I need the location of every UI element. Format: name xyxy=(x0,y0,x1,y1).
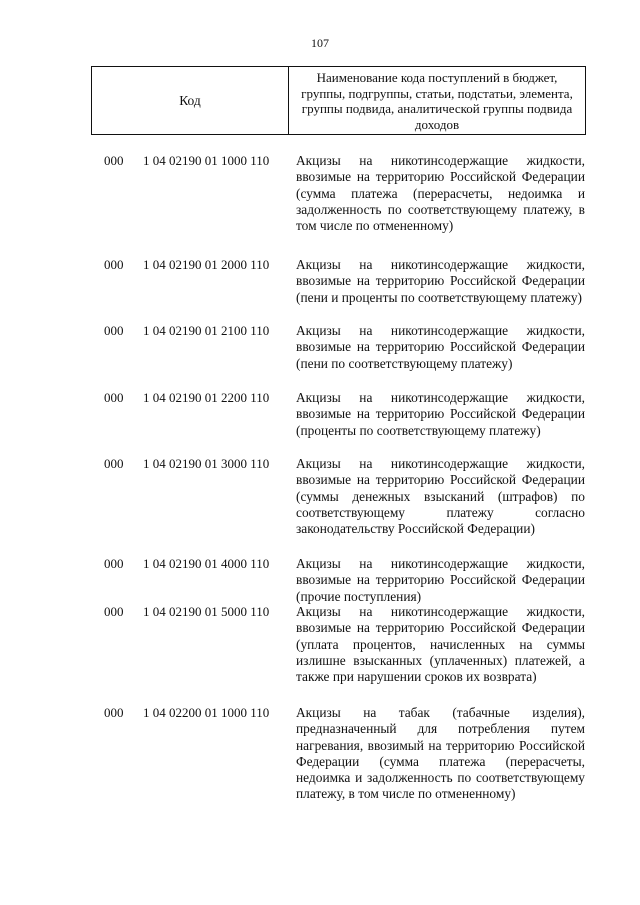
admin-code: 000 xyxy=(104,705,124,720)
header-name-cell: Наименование кода поступлений в бюджет, группы, подгруппы, статьи, подстатьи, элемента, группы подвида, аналитической группы подвида доходов xyxy=(289,67,586,135)
code-list xyxy=(0,153,640,825)
income-name: Акцизы на никотинсодержащие жидкости, ввозимые на территорию Российской Федерации (пени по соответствующему платежу) xyxy=(296,323,585,371)
admin-code: 000 xyxy=(104,323,124,338)
code-row xyxy=(0,456,640,556)
income-code: 1 04 02190 01 3000 110 xyxy=(143,456,270,471)
income-name: Акцизы на никотинсодержащие жидкости, ввозимые на территорию Российской Федерации (уплата процентов, начисленных на суммы излишне взысканных (уплаченных) платежей, а также при нарушении сроков их возврата) xyxy=(296,604,585,685)
admin-code: 000 xyxy=(104,257,124,272)
code-row xyxy=(0,705,640,825)
code-row xyxy=(0,153,640,257)
income-code: 1 04 02190 01 2200 110 xyxy=(143,390,270,405)
header-code-cell: Код xyxy=(92,67,289,135)
income-name: Акцизы на табак (табачные изделия), предназначенный для потребления путем нагревания, ввозимый на территорию Российской Федерации (сумма платежа (перерасчеты, недоимка и задолженность по соответствующему платежу, в том числе по отмененному) xyxy=(296,705,585,802)
admin-code: 000 xyxy=(104,390,124,405)
income-name: Акцизы на никотинсодержащие жидкости, ввозимые на территорию Российской Федерации (прочие поступления) xyxy=(296,556,585,604)
income-code: 1 04 02200 01 1000 110 xyxy=(143,705,270,720)
code-row xyxy=(0,390,640,456)
income-code: 1 04 02190 01 4000 110 xyxy=(143,556,270,571)
income-code: 1 04 02190 01 5000 110 xyxy=(143,604,270,619)
code-row xyxy=(0,323,640,390)
admin-code: 000 xyxy=(104,556,124,571)
income-name: Акцизы на никотинсодержащие жидкости, ввозимые на территорию Российской Федерации (суммы денежных взысканий (штрафов) по соответствующему платежу согласно законодательству Российской Федерации) xyxy=(296,456,585,537)
header-table xyxy=(91,66,586,135)
income-code: 1 04 02190 01 1000 110 xyxy=(143,153,270,168)
income-code: 1 04 02190 01 2100 110 xyxy=(143,323,270,338)
header-row xyxy=(92,67,586,135)
income-code: 1 04 02190 01 2000 110 xyxy=(143,257,270,272)
code-row xyxy=(0,556,640,604)
income-name: Акцизы на никотинсодержащие жидкости, ввозимые на территорию Российской Федерации (пени и проценты по соответствующему платежу) xyxy=(296,257,585,305)
income-name: Акцизы на никотинсодержащие жидкости, ввозимые на территорию Российской Федерации (сумма платежа (перерасчеты, недоимка и задолженность по соответствующему платежу, в том числе по отмененному) xyxy=(296,153,585,234)
admin-code: 000 xyxy=(104,604,124,619)
income-name: Акцизы на никотинсодержащие жидкости, ввозимые на территорию Российской Федерации (проценты по соответствующему платежу) xyxy=(296,390,585,438)
page-number: 107 xyxy=(311,36,329,50)
admin-code: 000 xyxy=(104,153,124,168)
code-row xyxy=(0,257,640,323)
admin-code: 000 xyxy=(104,456,124,471)
code-row xyxy=(0,604,640,705)
